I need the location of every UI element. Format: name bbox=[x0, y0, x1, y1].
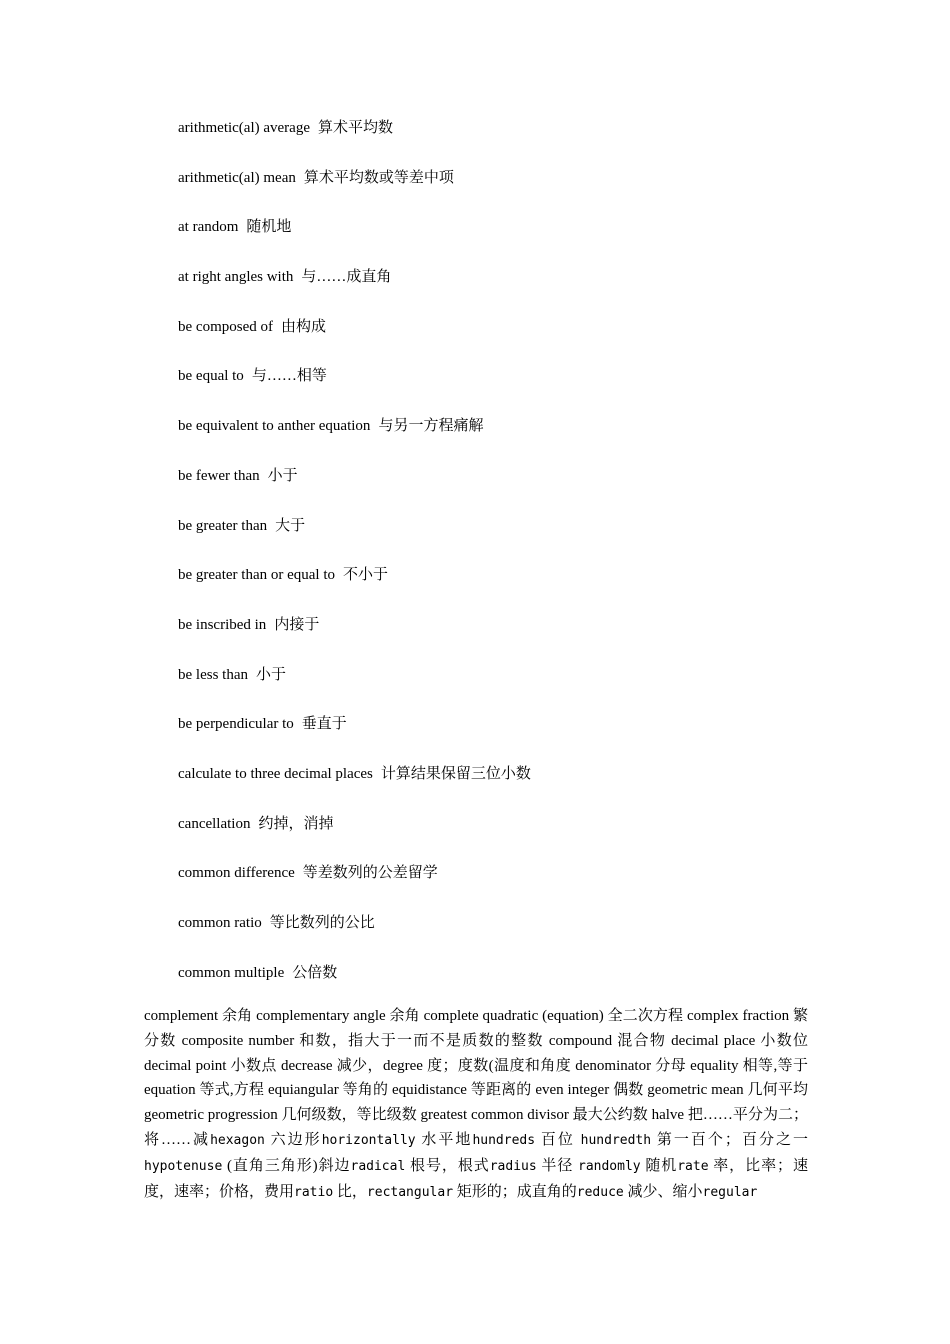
glossary-entry bbox=[178, 565, 878, 615]
entry-meaning: 小于 bbox=[255, 666, 286, 683]
entry-meaning: 等比数列的公比 bbox=[269, 915, 375, 931]
entry-term: at right angles with bbox=[178, 269, 294, 286]
paragraph-term: hundredth bbox=[580, 1132, 652, 1148]
entry-term: calculate to three decimal places bbox=[178, 765, 373, 782]
glossary-entry bbox=[178, 516, 878, 566]
glossary-paragraph bbox=[144, 1004, 808, 1205]
paragraph-term: rate bbox=[677, 1158, 709, 1174]
entry-meaning: 约掉，消掉 bbox=[258, 815, 334, 832]
glossary-entry bbox=[178, 714, 878, 764]
paragraph-text: 半径 bbox=[536, 1157, 578, 1174]
entry-term: arithmetic(al) mean bbox=[178, 169, 296, 186]
entry-term: cancellation bbox=[178, 815, 251, 832]
paragraph-text: 矩形的；成直角的 bbox=[453, 1183, 577, 1200]
entry-meaning: 小于 bbox=[267, 467, 298, 484]
paragraph-term: radical bbox=[350, 1158, 406, 1174]
glossary-entry bbox=[178, 615, 878, 665]
entry-meaning: 不小于 bbox=[343, 567, 389, 584]
entry-term: be equal to bbox=[178, 368, 244, 385]
glossary-entry bbox=[178, 118, 878, 168]
paragraph-text: 六边形 bbox=[264, 1131, 322, 1148]
glossary-entry bbox=[178, 814, 878, 864]
entry-term: common difference bbox=[178, 865, 295, 882]
paragraph-term: hundreds bbox=[472, 1132, 536, 1148]
entry-term: be greater than bbox=[178, 517, 268, 534]
glossary-entry bbox=[178, 217, 878, 267]
paragraph-term: hexagon bbox=[210, 1132, 265, 1148]
paragraph-text: 第一百个；百分之一 bbox=[651, 1131, 808, 1148]
entry-meaning: 公倍数 bbox=[292, 964, 338, 981]
entry-meaning: 大于 bbox=[275, 517, 306, 534]
entry-meaning: 由构成 bbox=[280, 318, 326, 335]
paragraph-term: radius bbox=[489, 1158, 537, 1174]
glossary-entry bbox=[178, 267, 878, 317]
entry-term: common multiple bbox=[178, 964, 285, 981]
paragraph-text: (直角三角形)斜边 bbox=[222, 1157, 351, 1174]
entry-term: be equivalent to anther equation bbox=[178, 418, 371, 435]
entry-term: arithmetic(al) average bbox=[178, 120, 310, 136]
glossary-entry bbox=[178, 366, 878, 416]
entry-meaning: 算术平均数 bbox=[318, 120, 394, 136]
glossary-entry bbox=[178, 764, 878, 814]
paragraph-text: complement 余角 complementary angle 余角 complete quadratic (equation) 全二次方程 complex fraction 繁分数 composite number 和数，指大于一而不是质数的整数 compound 混合物 decimal place 小数位 decimal point 小数点 decrease 减少，degree 度；度数(温度和角度 denominator 分母 equality 相等,等于 equation 等式,方程 equiangular 等角的 equidistance 等距离的 even integer 偶数 geometric mean 几何平均 geometric progression 几何级数，等比级数 greatest common divisor 最大公约数 halve 把……平分为二；将……减 bbox=[144, 1008, 808, 1148]
paragraph-text: 率，比率；速度，速率；价格，费用 bbox=[144, 1157, 808, 1200]
paragraph-term: regular bbox=[702, 1184, 758, 1200]
entry-meaning: 内接于 bbox=[274, 616, 320, 633]
entry-term: be fewer than bbox=[178, 467, 260, 484]
paragraph-term: ratio bbox=[294, 1184, 334, 1200]
glossary-entry bbox=[178, 317, 878, 367]
glossary-list bbox=[178, 118, 878, 1012]
entry-term: be less than bbox=[178, 666, 248, 683]
paragraph-text: 百位 bbox=[535, 1131, 581, 1148]
paragraph-term: horizontally bbox=[321, 1132, 416, 1148]
entry-term: common ratio bbox=[178, 915, 262, 931]
entry-meaning: 与……成直角 bbox=[301, 269, 392, 286]
entry-meaning: 与……相等 bbox=[251, 368, 327, 385]
entry-meaning: 随机地 bbox=[246, 219, 292, 236]
entry-meaning: 与另一方程痛解 bbox=[378, 418, 484, 435]
entry-term: be inscribed in bbox=[178, 616, 267, 633]
paragraph-term: rectangular bbox=[366, 1184, 454, 1200]
paragraph-term: randomly bbox=[578, 1158, 641, 1174]
paragraph-term: hypotenuse bbox=[144, 1158, 223, 1174]
glossary-entry bbox=[178, 665, 878, 715]
paragraph-text: 随机 bbox=[640, 1157, 678, 1174]
entry-term: at random bbox=[178, 219, 239, 236]
entry-term: be composed of bbox=[178, 318, 273, 335]
glossary-entry bbox=[178, 416, 878, 466]
entry-meaning: 计算结果保留三位小数 bbox=[380, 765, 531, 782]
entry-meaning: 等差数列的公差留学 bbox=[302, 865, 438, 882]
entry-term: be greater than or equal to bbox=[178, 567, 336, 584]
paragraph-text: 根号，根式 bbox=[405, 1157, 490, 1174]
glossary-entry bbox=[178, 863, 878, 913]
paragraph-text: 比， bbox=[333, 1183, 367, 1200]
glossary-entry bbox=[178, 168, 878, 218]
glossary-entry bbox=[178, 913, 878, 963]
paragraph-text: 减少、缩小 bbox=[623, 1183, 703, 1200]
paragraph-text: 水平地 bbox=[415, 1131, 473, 1148]
paragraph-term: reduce bbox=[576, 1184, 624, 1200]
entry-term: be perpendicular to bbox=[178, 716, 294, 733]
entry-meaning: 垂直于 bbox=[301, 716, 347, 733]
entry-meaning: 算术平均数或等差中项 bbox=[303, 169, 454, 186]
glossary-entry bbox=[178, 466, 878, 516]
